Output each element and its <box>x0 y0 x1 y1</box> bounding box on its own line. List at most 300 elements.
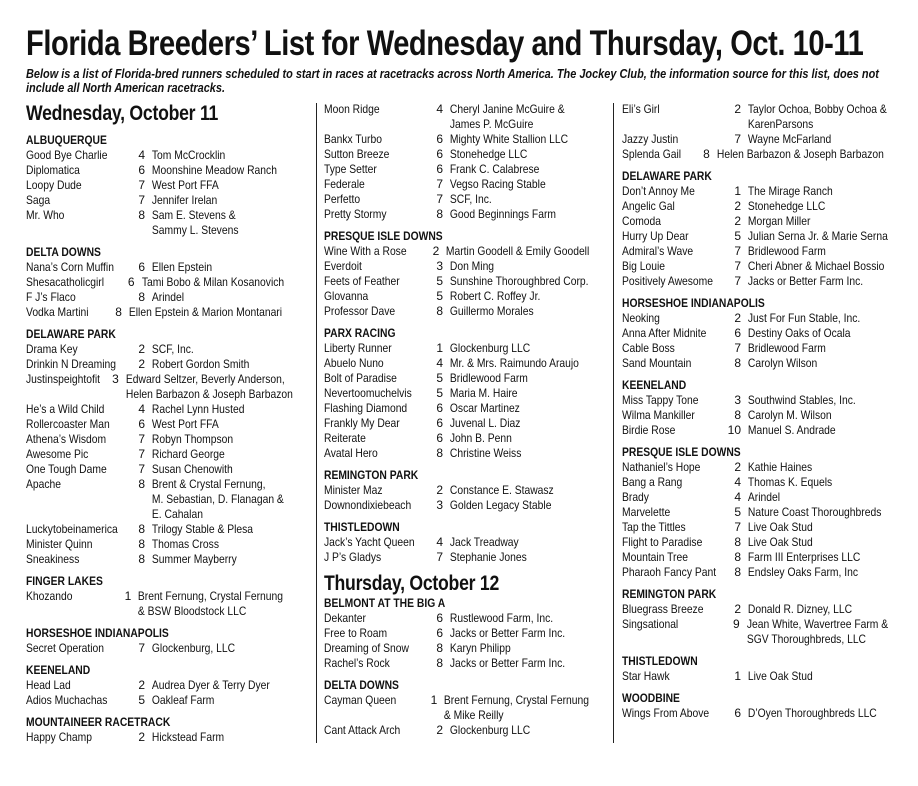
entry-row <box>324 259 614 274</box>
breeder-line: Oscar Martinez <box>449 401 520 415</box>
horse-name: Diplomatica <box>26 163 80 177</box>
horse-name: Anna After Midnite <box>622 326 707 340</box>
post-position: 7 <box>436 192 443 206</box>
post-position: 8 <box>138 477 145 491</box>
entry-row <box>26 462 308 477</box>
breeder <box>443 416 590 431</box>
post-position: 2 <box>138 678 145 692</box>
entry-row <box>622 617 912 647</box>
entry-row <box>622 475 912 490</box>
breeder <box>741 214 888 229</box>
breeder <box>443 356 590 371</box>
breeder-line: Susan Chenowith <box>151 462 233 476</box>
breeder <box>443 192 590 207</box>
breeder-line: Brent & Crystal Fernung, <box>151 477 266 491</box>
breeder <box>443 289 590 304</box>
breeder <box>145 462 285 477</box>
post-position: 1 <box>430 693 438 707</box>
post-position: 2 <box>734 102 741 116</box>
post-position: 8 <box>436 446 443 460</box>
entry-row <box>26 178 308 193</box>
breeder-line: Sunshine Thoroughbred Corp. <box>449 274 589 288</box>
entry-row <box>26 163 308 178</box>
breeder <box>443 401 590 416</box>
entry-row <box>26 193 308 208</box>
entry-row <box>622 341 912 356</box>
breeder <box>741 341 888 356</box>
post-position: 6 <box>436 626 443 640</box>
breeder <box>443 341 590 356</box>
horse-name: Tap the Tittles <box>622 520 686 534</box>
horse-name: Star Hawk <box>622 669 670 683</box>
post-position: 5 <box>734 229 741 243</box>
breeder-line: Wayne McFarland <box>747 132 832 146</box>
post-position: 2 <box>734 199 741 213</box>
post-position: 8 <box>436 656 443 670</box>
breeder <box>740 617 888 647</box>
breeder-line: John B. Penn <box>449 431 512 445</box>
horse-name: Neoking <box>622 311 660 325</box>
entry-row <box>26 522 308 537</box>
breeder-line: Glockenburg LLC <box>449 723 531 737</box>
post-position: 7 <box>138 178 145 192</box>
track-heading: FINGER LAKES <box>26 574 103 588</box>
post-position: 1 <box>124 589 132 603</box>
entry-row <box>622 669 912 684</box>
horse-name: Positively Awesome <box>622 274 714 288</box>
breeder-line: Frank C. Calabrese <box>449 162 540 176</box>
post-position: 4 <box>734 475 741 489</box>
horse-name: One Tough Dame <box>26 462 107 476</box>
breeder-line: The Mirage Ranch <box>747 184 833 198</box>
horse-name: Pharaoh Fancy Pant <box>622 565 717 579</box>
section-gap <box>622 438 912 445</box>
section-gap <box>324 461 614 468</box>
horse-name: Avatal Hero <box>324 446 378 460</box>
breeder <box>741 550 888 565</box>
track-heading: ALBUQUERQUE <box>26 133 107 147</box>
breeder-line: M. Sebastian, D. Flanagan & <box>151 492 284 506</box>
breeder-line: Karyn Philipp <box>449 641 511 655</box>
breeder <box>145 693 285 708</box>
track-heading: REMINGTON PARK <box>622 587 717 601</box>
breeder-line: E. Cahalan <box>151 507 203 521</box>
entry-row <box>324 498 614 513</box>
post-position: 8 <box>734 356 741 370</box>
breeder-line: Ellen Epstein & Marion Montanari <box>128 305 282 319</box>
horse-name: Minister Quinn <box>26 537 93 551</box>
breeder <box>443 550 590 565</box>
horse-name: Sutton Breeze <box>324 147 390 161</box>
day-heading: Wednesday, October 11 <box>26 102 219 125</box>
horse-name: Hurry Up Dear <box>622 229 689 243</box>
horse-name: Big Louie <box>622 259 666 273</box>
post-position: 4 <box>734 490 741 504</box>
entry-row <box>324 431 614 446</box>
horse-name: Jack’s Yacht Queen <box>324 535 415 549</box>
entry-row <box>622 311 912 326</box>
breeder-line: Jacks or Better Farm Inc. <box>747 274 864 288</box>
post-position: 1 <box>734 669 741 683</box>
breeder <box>710 147 884 162</box>
section-gap <box>26 708 308 715</box>
post-position: 2 <box>138 730 145 744</box>
post-position: 4 <box>436 102 443 116</box>
entry-row <box>622 408 912 423</box>
breeder <box>741 706 888 721</box>
breeder-line: Hickstead Farm <box>151 730 225 744</box>
post-position: 3 <box>436 498 443 512</box>
breeder-line: Ellen Epstein <box>151 260 213 274</box>
post-position: 2 <box>436 723 443 737</box>
entry-row <box>622 214 912 229</box>
horse-name: Nevertoomuchelvis <box>324 386 412 400</box>
section-gap <box>324 513 614 520</box>
post-position: 2 <box>734 602 741 616</box>
entry-row <box>324 371 614 386</box>
breeder <box>119 372 293 402</box>
breeder <box>443 386 590 401</box>
day-heading: Thursday, October 12 <box>324 572 500 595</box>
breeder-line: Sammy L. Stevens <box>151 223 239 237</box>
breeder-line: SCF, Inc. <box>151 342 194 356</box>
breeder <box>145 163 285 178</box>
horse-name: Feets of Feather <box>324 274 400 288</box>
breeder <box>741 356 888 371</box>
horse-name: Comoda <box>622 214 662 228</box>
breeder-line: Sam E. Stevens & <box>151 208 236 222</box>
entry-row <box>26 402 308 417</box>
breeder-line: Taylor Ochoa, Bobby Ochoa & <box>747 102 887 116</box>
entry-row <box>622 520 912 535</box>
entry-row <box>622 393 912 408</box>
entry-row <box>324 693 614 723</box>
entry-row <box>324 132 614 147</box>
post-position: 6 <box>138 163 145 177</box>
breeder <box>741 184 888 199</box>
breeder-line: Golden Legacy Stable <box>449 498 552 512</box>
post-position: 7 <box>436 550 443 564</box>
horse-name: Justinspeightofit <box>26 372 101 386</box>
breeder-line: Don Ming <box>449 259 495 273</box>
post-position: 4 <box>436 535 443 549</box>
breeder <box>145 432 285 447</box>
breeder-line: Helen Barbazon & Joseph Barbazon <box>125 387 293 401</box>
breeder-line: Bridlewood Farm <box>449 371 528 385</box>
entry-row <box>622 199 912 214</box>
horse-name: Jazzy Justin <box>622 132 679 146</box>
post-position: 2 <box>138 342 145 356</box>
breeder-line: Tom McCrocklin <box>151 148 226 162</box>
breeder-line: West Port FFA <box>151 178 219 192</box>
horse-name: Flight to Paradise <box>622 535 703 549</box>
section-gap <box>26 238 308 245</box>
breeder-line: Mr. & Mrs. Raimundo Araujo <box>449 356 579 370</box>
horse-name: Drama Key <box>26 342 78 356</box>
breeder <box>741 326 888 341</box>
post-position: 10 <box>727 423 741 437</box>
breeder <box>443 656 590 671</box>
horse-name: Saga <box>26 193 51 207</box>
post-position: 7 <box>436 177 443 191</box>
entry-row <box>26 208 308 238</box>
horse-name: Sand Mountain <box>622 356 692 370</box>
breeder-line: Destiny Oaks of Ocala <box>747 326 851 340</box>
breeder <box>443 498 590 513</box>
horse-name: Loopy Dude <box>26 178 82 192</box>
breeder <box>443 723 590 738</box>
horse-name: Sneakiness <box>26 552 80 566</box>
breeder-line: Glockenburg, LLC <box>151 641 236 655</box>
breeder-line: Southwind Stables, Inc. <box>747 393 856 407</box>
breeder-line: Robert Gordon Smith <box>151 357 250 371</box>
horse-name: Singsational <box>622 617 679 631</box>
post-position: 8 <box>703 147 710 161</box>
entry-row <box>26 693 308 708</box>
breeder <box>443 641 590 656</box>
horse-name: Perfetto <box>324 192 361 206</box>
breeder <box>741 520 888 535</box>
horse-name: J P’s Gladys <box>324 550 382 564</box>
breeder <box>145 342 285 357</box>
entry-row <box>622 706 912 721</box>
breeder-line: Stonehedge LLC <box>747 199 826 213</box>
post-position: 3 <box>112 372 119 386</box>
entry-row <box>26 372 308 402</box>
breeder-line: Jack Treadway <box>449 535 519 549</box>
post-position: 7 <box>138 193 145 207</box>
breeder-line: Mighty White Stallion LLC <box>449 132 569 146</box>
entry-row <box>324 723 614 738</box>
breeder-line: Guillermo Morales <box>449 304 534 318</box>
breeder <box>443 611 590 626</box>
entry-row <box>324 289 614 304</box>
entry-row <box>324 656 614 671</box>
section-gap <box>26 656 308 663</box>
column-2 <box>324 102 614 738</box>
entry-row <box>622 565 912 580</box>
breeder-line: Bridlewood Farm <box>747 244 826 258</box>
breeder-line: Carolyn Wilson <box>747 356 818 370</box>
breeder-line: Morgan Miller <box>747 214 811 228</box>
entry-row <box>26 357 308 372</box>
entry-row <box>26 432 308 447</box>
breeder-line: Summer Mayberry <box>151 552 237 566</box>
entry-row <box>622 244 912 259</box>
breeder-line: Kathie Haines <box>747 460 813 474</box>
column-divider <box>613 103 614 743</box>
post-position: 7 <box>734 341 741 355</box>
breeder <box>443 177 590 192</box>
post-position: 6 <box>734 326 741 340</box>
track-heading: KEENELAND <box>26 663 91 677</box>
section-gap <box>622 371 912 378</box>
breeder <box>145 208 285 238</box>
breeder <box>741 311 888 326</box>
entry-row <box>622 460 912 475</box>
section-gap <box>324 319 614 326</box>
post-position: 8 <box>138 290 145 304</box>
horse-name: Birdie Rose <box>622 423 676 437</box>
entry-row <box>324 162 614 177</box>
track-heading: MOUNTAINEER RACETRACK <box>26 715 171 729</box>
entry-row <box>26 148 308 163</box>
post-position: 5 <box>138 693 145 707</box>
entry-row <box>324 102 614 132</box>
post-position: 8 <box>436 304 443 318</box>
entry-row <box>622 490 912 505</box>
entry-row <box>622 259 912 274</box>
breeder <box>437 693 589 723</box>
breeder-line: Stonehedge LLC <box>449 147 528 161</box>
entry-row <box>622 326 912 341</box>
horse-name: Frankly My Dear <box>324 416 400 430</box>
track-heading: DELTA DOWNS <box>26 245 101 259</box>
horse-name: Free to Roam <box>324 626 388 640</box>
breeder <box>741 274 888 289</box>
horse-name: Wings From Above <box>622 706 710 720</box>
track-heading: REMINGTON PARK <box>324 468 419 482</box>
breeder <box>145 357 285 372</box>
post-position: 7 <box>138 432 145 446</box>
post-position: 7 <box>734 244 741 258</box>
horse-name: Marvelette <box>622 505 671 519</box>
entry-row <box>622 102 912 132</box>
entry-row <box>622 147 912 162</box>
post-position: 7 <box>734 274 741 288</box>
breeder <box>741 505 888 520</box>
horse-name: Head Lad <box>26 678 71 692</box>
section-gap <box>622 289 912 296</box>
post-position: 8 <box>115 305 122 319</box>
breeder <box>443 626 590 641</box>
breeder-line: Farm III Enterprises LLC <box>747 550 861 564</box>
post-position: 8 <box>436 641 443 655</box>
entry-row <box>26 290 308 305</box>
breeder <box>145 417 285 432</box>
horse-name: Mountain Tree <box>622 550 688 564</box>
breeder <box>145 641 285 656</box>
breeder <box>145 178 285 193</box>
post-position: 3 <box>734 393 741 407</box>
breeder <box>741 393 888 408</box>
entry-row <box>26 537 308 552</box>
entry-row <box>324 356 614 371</box>
breeder-line: Brent Fernung, Crystal Fernung <box>138 589 284 603</box>
post-position: 6 <box>127 275 135 289</box>
breeder-line: Robyn Thompson <box>151 432 234 446</box>
section-gap <box>324 222 614 229</box>
entry-row <box>324 550 614 565</box>
column-divider <box>316 103 317 743</box>
entry-row <box>324 341 614 356</box>
breeder-line: Maria M. Haire <box>449 386 518 400</box>
breeder <box>145 260 285 275</box>
entry-row <box>26 477 308 522</box>
track-heading: DELTA DOWNS <box>324 678 399 692</box>
breeder <box>741 490 888 505</box>
horse-name: Brady <box>622 490 649 504</box>
breeder <box>443 162 590 177</box>
breeder <box>443 431 590 446</box>
horse-name: Abuelo Nuno <box>324 356 384 370</box>
section-gap <box>622 684 912 691</box>
entry-row <box>26 678 308 693</box>
breeder-line: Glockenburg LLC <box>449 341 531 355</box>
breeder-line: Manuel S. Andrade <box>747 423 836 437</box>
entry-row <box>324 446 614 461</box>
horse-name: Awesome Pic <box>26 447 89 461</box>
post-position: 6 <box>436 147 443 161</box>
breeder-line: Jean White, Wavertree Farm & <box>746 617 888 631</box>
breeder <box>443 207 590 222</box>
breeder-line: Arindel <box>151 290 185 304</box>
breeder <box>741 423 888 438</box>
track-heading: THISTLEDOWN <box>324 520 400 534</box>
entry-row <box>26 342 308 357</box>
breeder <box>443 304 590 319</box>
post-position: 5 <box>734 505 741 519</box>
entry-row <box>324 192 614 207</box>
entry-row <box>324 244 614 259</box>
column-3 <box>622 102 912 721</box>
horse-name: Drinkin N Dreaming <box>26 357 117 371</box>
breeder <box>741 259 888 274</box>
entry-row <box>324 207 614 222</box>
horse-name: Admiral’s Wave <box>622 244 694 258</box>
post-position: 6 <box>734 706 741 720</box>
horse-name: Type Setter <box>324 162 377 176</box>
horse-name: Luckytobeinamerica <box>26 522 118 536</box>
breeder <box>741 669 888 684</box>
post-position: 3 <box>436 259 443 273</box>
breeder-line: Robert C. Roffey Jr. <box>449 289 541 303</box>
breeder-line: Vegso Racing Stable <box>449 177 546 191</box>
track-heading: KEENELAND <box>622 378 687 392</box>
breeder-line: Cheri Abner & Michael Bossio <box>747 259 885 273</box>
breeder <box>145 678 285 693</box>
horse-name: Nathaniel’s Hope <box>622 460 701 474</box>
post-position: 8 <box>734 408 741 422</box>
breeder <box>741 460 888 475</box>
horse-name: Reiterate <box>324 431 366 445</box>
breeder <box>145 148 285 163</box>
entry-row <box>324 641 614 656</box>
entry-row <box>622 505 912 520</box>
post-position: 7 <box>734 259 741 273</box>
entry-row <box>26 730 308 745</box>
breeder <box>741 102 888 132</box>
breeder-line: Jacks or Better Farm Inc. <box>449 626 566 640</box>
breeder-line: James P. McGuire <box>449 117 534 131</box>
post-position: 9 <box>733 617 740 631</box>
breeder <box>145 402 285 417</box>
post-position: 6 <box>436 431 443 445</box>
post-position: 2 <box>436 483 443 497</box>
horse-name: Federale <box>324 177 365 191</box>
horse-name: Liberty Runner <box>324 341 392 355</box>
breeder-line: West Port FFA <box>151 417 219 431</box>
breeder-line: Constance E. Stawasz <box>449 483 554 497</box>
post-position: 8 <box>734 550 741 564</box>
horse-name: Glovanna <box>324 289 369 303</box>
horse-name: Moon Ridge <box>324 102 380 116</box>
entry-row <box>622 550 912 565</box>
horse-name: Bluegrass Breeze <box>622 602 704 616</box>
breeder-line: Rachel Lynn Husted <box>151 402 245 416</box>
post-position: 6 <box>138 260 145 274</box>
horse-name: He’s a Wild Child <box>26 402 105 416</box>
